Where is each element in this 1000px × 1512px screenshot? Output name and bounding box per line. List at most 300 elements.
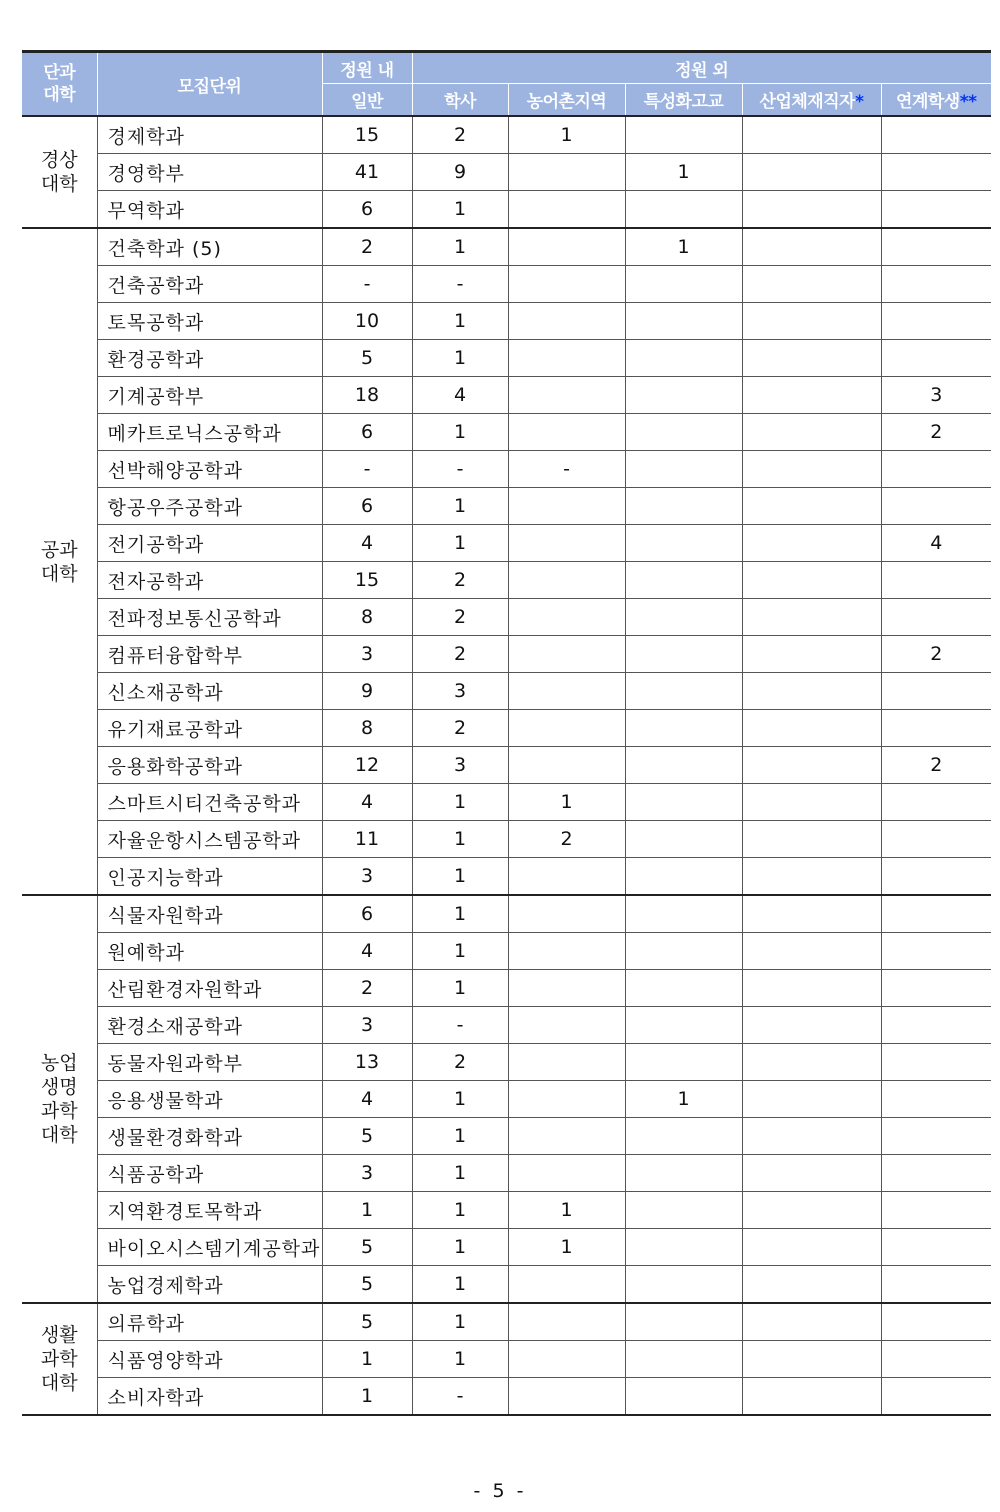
dept-cell: 건축학과 (5) xyxy=(97,228,322,266)
linked-cell xyxy=(881,1007,991,1044)
table-row xyxy=(22,710,991,747)
table-row xyxy=(22,414,991,451)
special-hs-cell xyxy=(625,1044,742,1081)
general-cell: 11 xyxy=(322,821,412,858)
general-cell: 3 xyxy=(322,1155,412,1192)
general-cell: 41 xyxy=(322,154,412,191)
general-cell: 1 xyxy=(322,1192,412,1229)
bachelor-cell: 1 xyxy=(412,970,508,1007)
special-hs-cell xyxy=(625,1378,742,1416)
header-linked-mark: ** xyxy=(959,92,977,112)
bachelor-cell: 2 xyxy=(412,710,508,747)
linked-cell xyxy=(881,1044,991,1081)
general-cell: 4 xyxy=(322,525,412,562)
special-hs-cell xyxy=(625,1341,742,1378)
table-row xyxy=(22,488,991,525)
linked-cell xyxy=(881,1341,991,1378)
rural-cell xyxy=(508,266,625,303)
special-hs-cell xyxy=(625,116,742,154)
special-hs-cell xyxy=(625,784,742,821)
dept-cell: 기계공학부 xyxy=(97,377,322,414)
bachelor-cell: 1 xyxy=(412,1155,508,1192)
dept-cell: 식물자원학과 xyxy=(97,895,322,933)
linked-cell xyxy=(881,1378,991,1416)
general-cell: 6 xyxy=(322,488,412,525)
special-hs-cell xyxy=(625,747,742,784)
bachelor-cell: 1 xyxy=(412,1192,508,1229)
table-row xyxy=(22,1192,991,1229)
special-hs-cell xyxy=(625,636,742,673)
general-cell: 8 xyxy=(322,599,412,636)
linked-cell xyxy=(881,1118,991,1155)
linked-cell xyxy=(881,1155,991,1192)
dept-cell: 경영학부 xyxy=(97,154,322,191)
industry-cell xyxy=(742,933,881,970)
dept-cell: 산림환경자원학과 xyxy=(97,970,322,1007)
general-cell: - xyxy=(322,266,412,303)
table-row xyxy=(22,1229,991,1266)
header-industry xyxy=(742,84,881,117)
special-hs-cell xyxy=(625,1155,742,1192)
special-hs-cell xyxy=(625,1192,742,1229)
rural-cell xyxy=(508,154,625,191)
special-hs-cell xyxy=(625,191,742,229)
rural-cell xyxy=(508,488,625,525)
rural-cell: 1 xyxy=(508,1192,625,1229)
industry-cell xyxy=(742,1192,881,1229)
special-hs-cell xyxy=(625,488,742,525)
table-row xyxy=(22,747,991,784)
rural-cell xyxy=(508,1007,625,1044)
header-linked xyxy=(881,84,991,117)
dept-cell: 건축공학과 xyxy=(97,266,322,303)
general-cell: 1 xyxy=(322,1341,412,1378)
table-row xyxy=(22,636,991,673)
general-cell: 2 xyxy=(322,228,412,266)
bachelor-cell: 1 xyxy=(412,1341,508,1378)
table-row xyxy=(22,340,991,377)
special-hs-cell xyxy=(625,710,742,747)
bachelor-cell: - xyxy=(412,1378,508,1416)
bachelor-cell: 1 xyxy=(412,1303,508,1341)
bachelor-cell: 2 xyxy=(412,636,508,673)
table-row xyxy=(22,1341,991,1378)
special-hs-cell xyxy=(625,266,742,303)
industry-cell xyxy=(742,858,881,896)
industry-cell xyxy=(742,673,881,710)
table-row xyxy=(22,895,991,933)
special-hs-cell xyxy=(625,1229,742,1266)
special-hs-cell xyxy=(625,451,742,488)
rural-cell: 2 xyxy=(508,821,625,858)
linked-cell: 2 xyxy=(881,747,991,784)
dept-cell: 동물자원과학부 xyxy=(97,1044,322,1081)
rural-cell xyxy=(508,1303,625,1341)
general-cell: - xyxy=(322,451,412,488)
general-cell: 5 xyxy=(322,1229,412,1266)
linked-cell xyxy=(881,191,991,229)
table-row xyxy=(22,673,991,710)
special-hs-cell: 1 xyxy=(625,228,742,266)
rural-cell xyxy=(508,191,625,229)
general-cell: 3 xyxy=(322,1007,412,1044)
table-row xyxy=(22,228,991,266)
dept-cell: 응용생물학과 xyxy=(97,1081,322,1118)
general-cell: 5 xyxy=(322,1118,412,1155)
special-hs-cell xyxy=(625,303,742,340)
bachelor-cell: 1 xyxy=(412,1229,508,1266)
linked-cell xyxy=(881,858,991,896)
table-row xyxy=(22,1044,991,1081)
industry-cell xyxy=(742,1229,881,1266)
industry-cell xyxy=(742,1155,881,1192)
dept-cell: 소비자학과 xyxy=(97,1378,322,1416)
rural-cell xyxy=(508,599,625,636)
general-cell: 1 xyxy=(322,1378,412,1416)
industry-cell xyxy=(742,191,881,229)
linked-cell xyxy=(881,154,991,191)
industry-cell xyxy=(742,1044,881,1081)
general-cell: 12 xyxy=(322,747,412,784)
rural-cell xyxy=(508,525,625,562)
linked-cell xyxy=(881,1266,991,1304)
table-header xyxy=(22,52,991,117)
general-cell: 4 xyxy=(322,784,412,821)
table-row xyxy=(22,933,991,970)
table-body xyxy=(22,116,991,1415)
dept-cell: 경제학과 xyxy=(97,116,322,154)
industry-cell xyxy=(742,599,881,636)
special-hs-cell xyxy=(625,599,742,636)
rural-cell: 1 xyxy=(508,784,625,821)
table-row xyxy=(22,1266,991,1304)
industry-cell xyxy=(742,414,881,451)
dept-cell: 메카트로닉스공학과 xyxy=(97,414,322,451)
dept-cell: 식품영양학과 xyxy=(97,1341,322,1378)
general-cell: 15 xyxy=(322,562,412,599)
dept-cell: 선박해양공학과 xyxy=(97,451,322,488)
dept-cell: 스마트시티건축공학과 xyxy=(97,784,322,821)
bachelor-cell: 1 xyxy=(412,858,508,896)
linked-cell xyxy=(881,1303,991,1341)
general-cell: 6 xyxy=(322,414,412,451)
special-hs-cell xyxy=(625,821,742,858)
rural-cell xyxy=(508,710,625,747)
college-cell: 공과 대학 xyxy=(22,228,97,895)
special-hs-cell xyxy=(625,1266,742,1304)
general-cell: 15 xyxy=(322,116,412,154)
header-in-quota: 정원 내 xyxy=(322,52,412,84)
rural-cell xyxy=(508,1081,625,1118)
linked-cell: 4 xyxy=(881,525,991,562)
general-cell: 2 xyxy=(322,970,412,1007)
dept-cell: 농업경제학과 xyxy=(97,1266,322,1304)
dept-cell: 항공우주공학과 xyxy=(97,488,322,525)
rural-cell xyxy=(508,340,625,377)
special-hs-cell xyxy=(625,1118,742,1155)
header-general: 일반 xyxy=(322,84,412,117)
bachelor-cell: 2 xyxy=(412,562,508,599)
bachelor-cell: 1 xyxy=(412,933,508,970)
linked-cell xyxy=(881,340,991,377)
rural-cell xyxy=(508,414,625,451)
industry-cell xyxy=(742,451,881,488)
industry-cell xyxy=(742,340,881,377)
bachelor-cell: 1 xyxy=(412,191,508,229)
admissions-quota-table xyxy=(22,50,991,1416)
dept-cell: 지역환경토목학과 xyxy=(97,1192,322,1229)
linked-cell xyxy=(881,266,991,303)
rural-cell xyxy=(508,636,625,673)
linked-cell xyxy=(881,933,991,970)
college-cell: 생활 과학 대학 xyxy=(22,1303,97,1415)
table-row xyxy=(22,191,991,229)
bachelor-cell: 3 xyxy=(412,747,508,784)
rural-cell xyxy=(508,858,625,896)
bachelor-cell: - xyxy=(412,1007,508,1044)
bachelor-cell: 2 xyxy=(412,599,508,636)
general-cell: 4 xyxy=(322,933,412,970)
table-row xyxy=(22,970,991,1007)
dept-cell: 신소재공학과 xyxy=(97,673,322,710)
table-row xyxy=(22,303,991,340)
linked-cell xyxy=(881,116,991,154)
bachelor-cell: 1 xyxy=(412,488,508,525)
special-hs-cell xyxy=(625,1007,742,1044)
table-row xyxy=(22,821,991,858)
dept-cell: 응용화학공학과 xyxy=(97,747,322,784)
rural-cell xyxy=(508,1155,625,1192)
bachelor-cell: - xyxy=(412,266,508,303)
table-row xyxy=(22,562,991,599)
bachelor-cell: 1 xyxy=(412,414,508,451)
rural-cell xyxy=(508,377,625,414)
page-number: - 5 - xyxy=(473,1480,527,1502)
industry-cell xyxy=(742,821,881,858)
header-rural: 농어촌지역 xyxy=(508,84,625,117)
industry-cell xyxy=(742,1378,881,1416)
table-row xyxy=(22,525,991,562)
dept-cell: 생물환경화학과 xyxy=(97,1118,322,1155)
linked-cell xyxy=(881,303,991,340)
table-row xyxy=(22,377,991,414)
bachelor-cell: 2 xyxy=(412,116,508,154)
dept-cell: 식품공학과 xyxy=(97,1155,322,1192)
dept-cell: 컴퓨터융합학부 xyxy=(97,636,322,673)
rural-cell xyxy=(508,933,625,970)
linked-cell xyxy=(881,451,991,488)
dept-cell: 원예학과 xyxy=(97,933,322,970)
table-row xyxy=(22,1118,991,1155)
linked-cell xyxy=(881,1081,991,1118)
linked-cell xyxy=(881,821,991,858)
bachelor-cell: 1 xyxy=(412,895,508,933)
dept-cell: 자율운항시스템공학과 xyxy=(97,821,322,858)
table-row xyxy=(22,1303,991,1341)
linked-cell xyxy=(881,488,991,525)
bachelor-cell: 1 xyxy=(412,228,508,266)
dept-cell: 의류학과 xyxy=(97,1303,322,1341)
linked-cell: 3 xyxy=(881,377,991,414)
general-cell: 6 xyxy=(322,191,412,229)
special-hs-cell: 1 xyxy=(625,1081,742,1118)
special-hs-cell xyxy=(625,377,742,414)
header-college: 단과 대학 xyxy=(22,52,97,117)
linked-cell xyxy=(881,895,991,933)
rural-cell xyxy=(508,895,625,933)
rural-cell xyxy=(508,562,625,599)
rural-cell xyxy=(508,970,625,1007)
linked-cell xyxy=(881,562,991,599)
general-cell: 10 xyxy=(322,303,412,340)
special-hs-cell xyxy=(625,562,742,599)
linked-cell xyxy=(881,970,991,1007)
rural-cell xyxy=(508,747,625,784)
dept-cell: 인공지능학과 xyxy=(97,858,322,896)
rural-cell xyxy=(508,1266,625,1304)
industry-cell xyxy=(742,154,881,191)
industry-cell xyxy=(742,1007,881,1044)
industry-cell xyxy=(742,1341,881,1378)
rural-cell: 1 xyxy=(508,116,625,154)
special-hs-cell xyxy=(625,673,742,710)
dept-cell: 무역학과 xyxy=(97,191,322,229)
special-hs-cell xyxy=(625,895,742,933)
industry-cell xyxy=(742,377,881,414)
header-linked-label: 연계학생 xyxy=(896,92,960,112)
table-row xyxy=(22,1378,991,1416)
industry-cell xyxy=(742,895,881,933)
bachelor-cell: - xyxy=(412,451,508,488)
industry-cell xyxy=(742,562,881,599)
table-row xyxy=(22,154,991,191)
dept-cell: 전기공학과 xyxy=(97,525,322,562)
special-hs-cell xyxy=(625,525,742,562)
rural-cell xyxy=(508,673,625,710)
industry-cell xyxy=(742,1081,881,1118)
industry-cell xyxy=(742,710,881,747)
table-row xyxy=(22,266,991,303)
general-cell: 13 xyxy=(322,1044,412,1081)
linked-cell xyxy=(881,673,991,710)
table-row xyxy=(22,116,991,154)
header-special-hs: 특성화고교 xyxy=(625,84,742,117)
rural-cell: - xyxy=(508,451,625,488)
general-cell: 4 xyxy=(322,1081,412,1118)
industry-cell xyxy=(742,116,881,154)
dept-cell: 환경소재공학과 xyxy=(97,1007,322,1044)
industry-cell xyxy=(742,784,881,821)
header-industry-mark: * xyxy=(855,92,864,112)
table-row xyxy=(22,858,991,896)
bachelor-cell: 3 xyxy=(412,673,508,710)
header-out-quota: 정원 외 xyxy=(412,52,991,84)
bachelor-cell: 1 xyxy=(412,525,508,562)
dept-cell: 토목공학과 xyxy=(97,303,322,340)
table-row xyxy=(22,599,991,636)
rural-cell xyxy=(508,303,625,340)
dept-cell: 전파정보통신공학과 xyxy=(97,599,322,636)
industry-cell xyxy=(742,970,881,1007)
table-row xyxy=(22,784,991,821)
special-hs-cell: 1 xyxy=(625,154,742,191)
general-cell: 9 xyxy=(322,673,412,710)
table-row xyxy=(22,1081,991,1118)
table-row xyxy=(22,1155,991,1192)
table-row xyxy=(22,1007,991,1044)
general-cell: 18 xyxy=(322,377,412,414)
rural-cell xyxy=(508,1044,625,1081)
special-hs-cell xyxy=(625,970,742,1007)
bachelor-cell: 1 xyxy=(412,303,508,340)
linked-cell xyxy=(881,784,991,821)
special-hs-cell xyxy=(625,858,742,896)
special-hs-cell xyxy=(625,340,742,377)
special-hs-cell xyxy=(625,414,742,451)
special-hs-cell xyxy=(625,933,742,970)
rural-cell xyxy=(508,1118,625,1155)
industry-cell xyxy=(742,525,881,562)
special-hs-cell xyxy=(625,1303,742,1341)
general-cell: 5 xyxy=(322,1303,412,1341)
header-industry-label: 산업체재직자 xyxy=(759,92,856,112)
college-cell: 농업 생명 과학 대학 xyxy=(22,895,97,1303)
college-cell: 경상 대학 xyxy=(22,116,97,228)
linked-cell: 2 xyxy=(881,414,991,451)
dept-cell: 유기재료공학과 xyxy=(97,710,322,747)
bachelor-cell: 1 xyxy=(412,1118,508,1155)
header-bachelor: 학사 xyxy=(412,84,508,117)
linked-cell: 2 xyxy=(881,636,991,673)
rural-cell xyxy=(508,1378,625,1416)
bachelor-cell: 1 xyxy=(412,821,508,858)
general-cell: 3 xyxy=(322,858,412,896)
bachelor-cell: 4 xyxy=(412,377,508,414)
industry-cell xyxy=(742,228,881,266)
rural-cell xyxy=(508,228,625,266)
industry-cell xyxy=(742,1303,881,1341)
industry-cell xyxy=(742,1266,881,1304)
dept-cell: 바이오시스템기계공학과 xyxy=(97,1229,322,1266)
industry-cell xyxy=(742,488,881,525)
dept-cell: 환경공학과 xyxy=(97,340,322,377)
general-cell: 3 xyxy=(322,636,412,673)
header-unit: 모집단위 xyxy=(97,52,322,117)
dept-cell: 전자공학과 xyxy=(97,562,322,599)
linked-cell xyxy=(881,1192,991,1229)
bachelor-cell: 1 xyxy=(412,784,508,821)
general-cell: 5 xyxy=(322,1266,412,1304)
general-cell: 6 xyxy=(322,895,412,933)
industry-cell xyxy=(742,747,881,784)
linked-cell xyxy=(881,599,991,636)
bachelor-cell: 9 xyxy=(412,154,508,191)
general-cell: 8 xyxy=(322,710,412,747)
industry-cell xyxy=(742,303,881,340)
bachelor-cell: 1 xyxy=(412,1266,508,1304)
bachelor-cell: 1 xyxy=(412,340,508,377)
table-row xyxy=(22,451,991,488)
industry-cell xyxy=(742,266,881,303)
linked-cell xyxy=(881,710,991,747)
linked-cell xyxy=(881,1229,991,1266)
general-cell: 5 xyxy=(322,340,412,377)
industry-cell xyxy=(742,636,881,673)
bachelor-cell: 1 xyxy=(412,1081,508,1118)
bachelor-cell: 2 xyxy=(412,1044,508,1081)
linked-cell xyxy=(881,228,991,266)
industry-cell xyxy=(742,1118,881,1155)
